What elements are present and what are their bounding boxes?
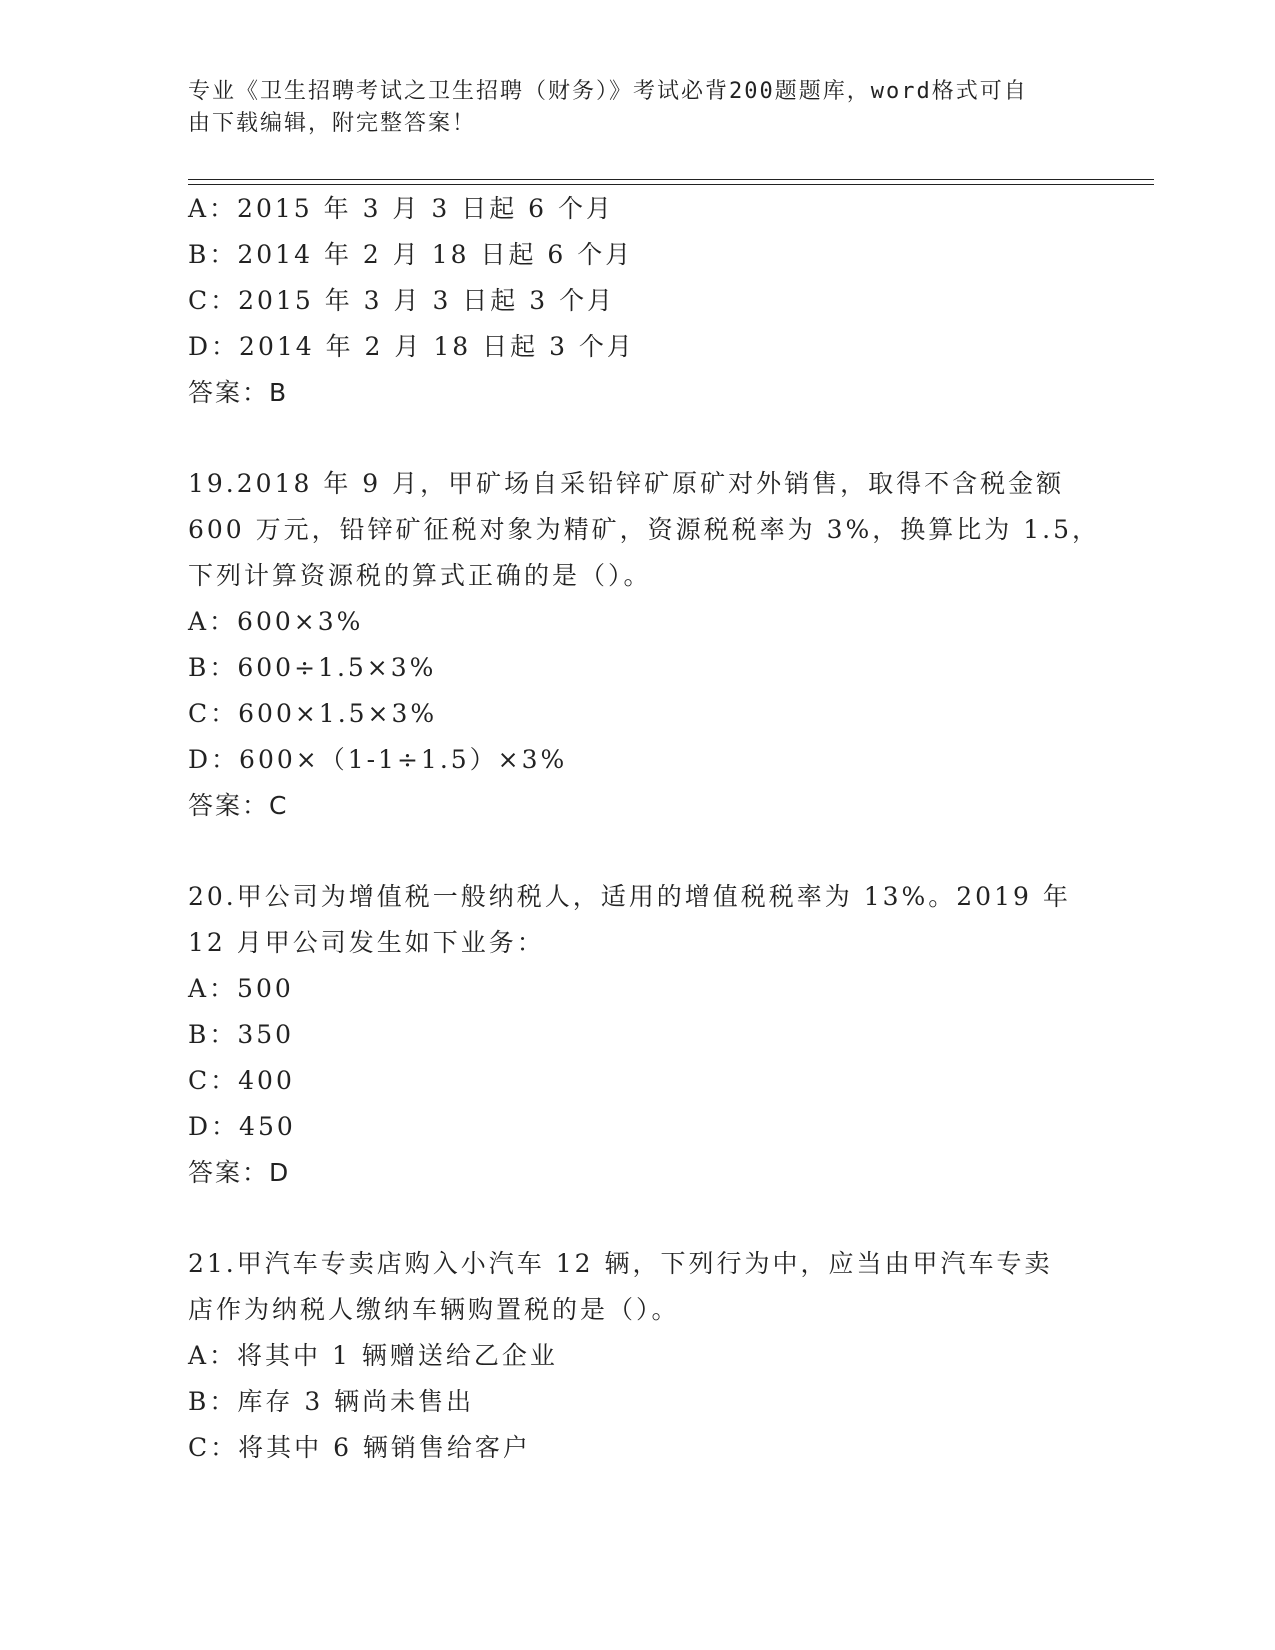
option-a: A：600×3% xyxy=(188,607,364,636)
option-b: B：350 xyxy=(188,1020,295,1049)
answer-line: 答案：D xyxy=(188,1158,291,1187)
spacer xyxy=(188,416,1068,461)
header-divider-bottom xyxy=(188,184,1154,185)
question-block-18 xyxy=(188,186,1068,416)
answer-line: 答案：C xyxy=(188,791,289,820)
question-text-line: 店作为纳税人缴纳车辆购置税的是（）。 xyxy=(188,1295,680,1324)
question-block-20 xyxy=(188,874,1071,1196)
question-text-line: 21.甲汽车专卖店购入小汽车 12 辆，下列行为中，应当由甲汽车专卖 xyxy=(188,1249,1053,1278)
answer-line: 答案：B xyxy=(188,378,289,407)
spacer xyxy=(188,1196,1068,1241)
header-divider-top xyxy=(188,179,1154,180)
option-d: D：600×（1-1÷1.5）×3% xyxy=(188,745,568,774)
option-b: B：600÷1.5×3% xyxy=(188,653,437,682)
header-line-1: 专业《卫生招聘考试之卫生招聘（财务）》考试必背200题题库，word格式可自 xyxy=(188,79,1028,104)
question-text-line: 20.甲公司为增值税一般纳税人，适用的增值税税率为 13%。2019 年 xyxy=(188,882,1071,911)
question-block-19 xyxy=(188,461,1100,829)
option-c: C：600×1.5×3% xyxy=(188,699,438,728)
option-c: C：将其中 6 辆销售给客户 xyxy=(188,1433,531,1462)
question-text-line: 19.2018 年 9 月，甲矿场自采铅锌矿原矿对外销售，取得不含税金额 xyxy=(188,469,1065,498)
option-b: B：库存 3 辆尚未售出 xyxy=(188,1387,475,1416)
option-b: B：2014 年 2 月 18 日起 6 个月 xyxy=(188,240,634,269)
question-list xyxy=(188,186,1100,1471)
option-d: D：2014 年 2 月 18 日起 3 个月 xyxy=(188,332,635,361)
question-text-line: 600 万元，铅锌矿征税对象为精矿，资源税税率为 3%，换算比为 1.5， xyxy=(188,515,1100,544)
option-c: C：400 xyxy=(188,1066,295,1095)
option-a: A：500 xyxy=(188,974,294,1003)
option-c: C：2015 年 3 月 3 日起 3 个月 xyxy=(188,286,616,315)
document-header xyxy=(188,76,1068,140)
option-a: A：2015 年 3 月 3 日起 6 个月 xyxy=(188,194,615,223)
question-text-line: 12 月甲公司发生如下业务： xyxy=(188,928,545,957)
option-a: A：将其中 1 辆赠送给乙企业 xyxy=(188,1341,558,1370)
question-block-21 xyxy=(188,1241,1068,1471)
question-text-line: 下列计算资源税的算式正确的是（）。 xyxy=(188,561,652,590)
spacer xyxy=(188,829,1068,874)
header-line-2: 由下载编辑，附完整答案！ xyxy=(188,111,477,136)
option-d: D：450 xyxy=(188,1112,296,1141)
